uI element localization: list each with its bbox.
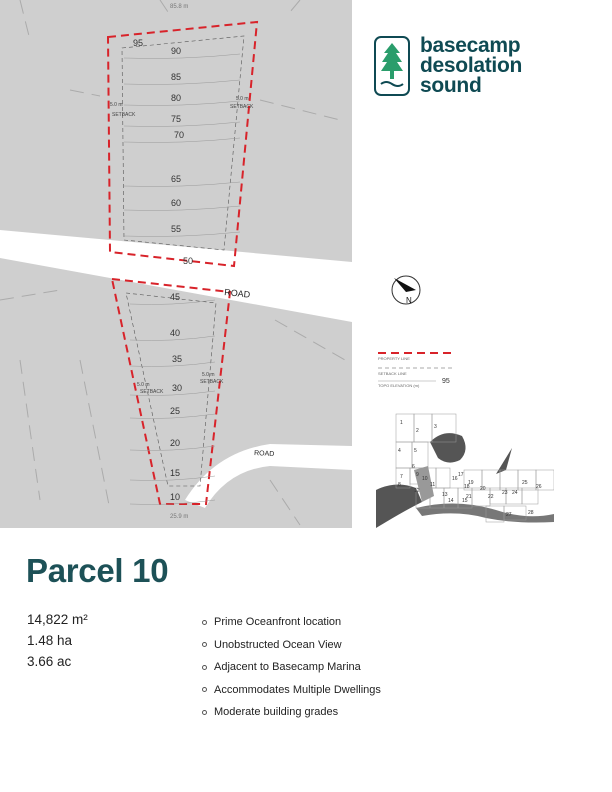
contour-label: 70 [174, 130, 185, 140]
legend-property-line: PROPERTY LINE [378, 356, 410, 361]
key-map-lot-number: 10 [422, 476, 428, 482]
north-label: N [406, 296, 412, 305]
north-arrow-icon [386, 270, 426, 310]
key-map-lot-number: 15 [462, 498, 468, 504]
tree-logo-icon [374, 36, 410, 96]
key-map-lot-number: 1 [400, 420, 403, 426]
feature-item [202, 679, 381, 702]
key-map-lot [522, 488, 538, 504]
brand-logo [374, 36, 522, 96]
setback-dim-4: 5.0 m [137, 382, 150, 388]
setback-word-3: SETBACK [200, 379, 224, 385]
parcel-stats [27, 609, 88, 672]
setback-word-1: SETBACK [112, 112, 136, 118]
bottom-dimension: 25.9 m [170, 514, 189, 520]
bullet-icon [202, 642, 207, 647]
setback-dim-1: 5.0 m [110, 102, 123, 108]
feature-item [202, 634, 381, 657]
feature-text: Prime Oceanfront location [214, 616, 342, 628]
key-map-lot-number: 7 [400, 474, 403, 480]
contour-label: 20 [170, 438, 181, 448]
bullet-icon [202, 665, 207, 670]
setback-dim-3: 5.0 m [202, 372, 215, 378]
bullet-icon [202, 687, 207, 692]
legend-topo-elevation: TOPO ELEVATION (m) [378, 383, 420, 388]
key-map-lot-number: 21 [466, 494, 472, 500]
map-legend [376, 348, 456, 388]
feature-item [202, 656, 381, 679]
contour-label: 90 [171, 46, 182, 56]
key-map-lot-number: 9 [416, 472, 419, 478]
key-map-lot-number: 5 [414, 448, 417, 454]
key-map-lot-number: 16 [452, 476, 458, 482]
key-map-lot-number: 18 [464, 484, 470, 490]
feature-item [202, 701, 381, 724]
brand-name [420, 36, 522, 96]
page-title: Parcel 10 [26, 552, 169, 589]
contour-label: 80 [171, 93, 182, 103]
key-map-lot-number: 28 [528, 510, 534, 516]
contour-label: 10 [170, 492, 181, 502]
feature-text: Accommodates Multiple Dwellings [214, 683, 381, 696]
brand-line-2: desolation [420, 54, 523, 77]
road-label-lower: ROAD [253, 450, 275, 459]
brand-line-1: basecamp [420, 34, 521, 57]
key-map-lot-number: 3 [434, 424, 437, 430]
key-map-lot-number: 4 [398, 448, 401, 454]
top-dimension: 85.8 m [170, 4, 189, 10]
key-map-lot [396, 442, 412, 468]
feature-text: Adjacent to Basecamp Marina [214, 661, 361, 673]
feature-text: Unobstructed Ocean View [214, 638, 342, 651]
key-map-lot-number: 23 [502, 490, 508, 496]
key-map-lot-number: 13 [442, 492, 448, 498]
key-map-lot-number: 20 [480, 486, 486, 492]
stat-area-ac: 3.66 ac [27, 654, 72, 669]
key-map-lot-number: 24 [512, 490, 518, 496]
key-map-lot-number: 6 [412, 464, 415, 470]
setback-word-4: SETBACK [140, 389, 164, 395]
site-map [0, 0, 352, 528]
contour-label: 40 [170, 328, 181, 338]
key-map-lot-number: 19 [468, 480, 474, 486]
key-map-lot-number: 14 [448, 498, 454, 504]
contour-label: 55 [171, 224, 182, 234]
contour-label: 45 [170, 292, 181, 302]
contour-label: 30 [172, 383, 183, 393]
contour-label: 15 [170, 468, 181, 478]
legend-setback-line: SETBACK LINE [378, 371, 407, 376]
contour-label: 95 [133, 38, 144, 48]
key-map-lot [436, 468, 450, 488]
key-map-lot-number: 2 [416, 428, 419, 434]
key-map-land-island [430, 433, 466, 462]
key-map-lot-number: 11 [430, 482, 436, 488]
key-map-lot-number: 8 [398, 482, 401, 488]
setback-word-2: SETBACK [230, 104, 254, 110]
contour-label: 50 [183, 256, 194, 266]
key-map-lot-number: 26 [536, 484, 542, 490]
bullet-icon [202, 620, 207, 625]
key-map-lot-number: 12 [414, 488, 420, 494]
key-map-lot-number: 22 [488, 494, 494, 500]
contour-label: 65 [171, 174, 182, 184]
key-map-lot [500, 470, 518, 490]
feature-list [202, 611, 381, 724]
feature-text: Moderate building grades [214, 706, 339, 718]
contour-label: 35 [172, 354, 183, 364]
legend-topo-value: 95 [442, 378, 450, 385]
stat-area-ha: 1.48 ha [27, 633, 73, 648]
bullet-icon [202, 710, 207, 715]
brand-line-3: sound [420, 74, 482, 97]
contour-label: 60 [171, 198, 182, 208]
contour-label: 75 [171, 114, 182, 124]
key-map [376, 410, 554, 528]
feature-item [202, 611, 381, 634]
key-map-lot-lines [396, 414, 554, 522]
contour-label: 85 [171, 72, 182, 82]
contour-label: 25 [170, 406, 181, 416]
key-map-lot-number: 17 [458, 472, 464, 478]
key-map-lot-number: 25 [522, 480, 528, 486]
stat-area-m2: 14,822 m² [27, 612, 88, 627]
key-map-lot-number: 27 [506, 512, 512, 518]
road-label-upper: ROAD [223, 287, 251, 300]
setback-dim-2: 5.0 m [236, 96, 249, 102]
key-map-lot [396, 414, 414, 442]
